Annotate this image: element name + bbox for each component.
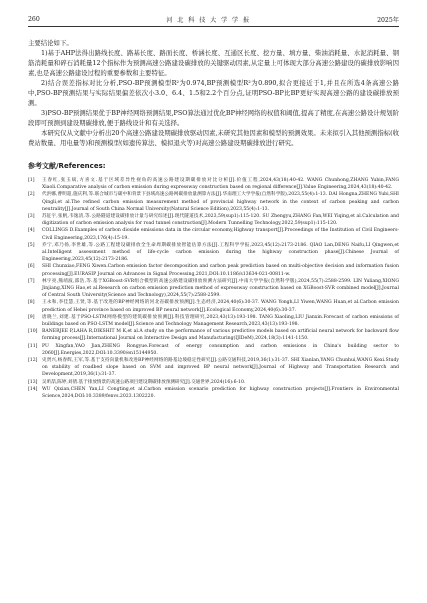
reference-number: [3]: [28, 214, 35, 220]
reference-text: 乔宁,邓乃扬,李世雄,等.公路工程建设碳排放全生命周期碳排放智能估算方法[J].工程科学学报,2023,45(12):2173-2186. QIAO Lan,DENG Naifu,LI Qingwen,et al.Intelligent assessment method of life-cycle carbon emission during the highway construction phase[J].Chinese Journal of Engineering,2023,45(12):2173-2186.: [42, 242, 399, 263]
body-paragraph: 3)PSO-BP预测结果优于BP神经网络预测结果,PSO算法通过优化BP神经网络的权值和阈值,提高了精度,在高速公路设计规划阶段即可预测到建设期碳排放,便于路线设计和有关选择。: [28, 109, 399, 127]
references-heading: 参考文献/References:: [28, 162, 106, 170]
reference-item: [28, 191, 399, 213]
reference-item: [28, 386, 399, 400]
reference-number: [11]: [28, 343, 38, 349]
reference-number: [1]: [28, 178, 35, 183]
reference-text: 吴昕喆,陈婷,刘倩.基于排放情景的高速公路项目建设期碳排放预测研究[J].交通世界,2024(16):6-10.: [42, 379, 246, 385]
reference-text: 王永和,李佳慧,王贤,等.基于改进的BP神经网络的河北省碳排放预测[J].生态经济,2024,40(6):30-37. WANG Yongh,LI Yiwen,WANG Huan,et al.Carbon emission prediction of Hebei province based on improved BP neural network[J].Ecological Economy,2024,40(6):30-37.: [42, 300, 399, 313]
reference-item: [28, 177, 399, 191]
reference-text: 林宇亮,熊靖波,邵浩,等.基于XGBoost-SVR组合模型的高速公路建设碳排放预测方法研究[J].中南大学学报(自然科学版),2024,55(7):2588-2599. LIN Yuliang,XIONG Jinjiang,XING Hao,et al.Research on carbon emission prediction method of expressway construction based on XGBoost-SVR combined model[J].Journal of Central South University(Science and Technology),2024,55(7):2588-2599.: [42, 278, 399, 299]
body-paragraph: 2)结合误差指标对比分析,PSO-BP预测模型R²为0.974,BP预测模型R²为0.890,拟合更接近于1,并且在所选4条高速公路中,PSO-BP预测结果与实际结果偏差依次小3.0、6.4、1.5和2.2个百分点,证明PSO-BP比BP更好实现高速公路的建设碳排放预测。: [28, 79, 399, 107]
reference-text: SHI Chunxiao,FENG Xiwen.Carbon emission factor decomposition and carbon peak prediction based on multi-objective decision and information fusion processing[J].EURASIP Journal on Advances in Signal Processing,2021,DOI:10.1186/s13634-021-00811-w.: [42, 264, 399, 277]
reference-item: [28, 263, 399, 277]
page-number: 260: [28, 15, 40, 23]
body-paragraph: 主要结论如下。: [28, 39, 73, 47]
reference-number: [4]: [28, 228, 35, 234]
reference-number: [9]: [28, 314, 35, 320]
reference-number: [12]: [28, 358, 38, 364]
reference-number: [5]: [28, 242, 35, 248]
reference-number: [14]: [28, 386, 38, 392]
reference-number: [2]: [28, 192, 35, 198]
reference-text: 史贤兴,杨春辉,王军,等.基于支持向量机和改进BP神经网络的路基边坡稳定性研究[J].公路交通科技,2019,36(1):31-37. SHI Xianlan,YANG Chunhui,WANG Kexi.Study on stability of roadbed slope based on SVM and improved BP neural network[J].Journal of Highway and Transportation Research and Development,2019,36(1):31-37.: [42, 358, 399, 378]
conclusion-section: [28, 38, 399, 148]
reference-item: [28, 357, 399, 379]
running-header: [28, 12, 399, 27]
journal-title: 河 北 科 技 大 学 学 报: [166, 16, 251, 24]
reference-item: [28, 343, 399, 357]
reference-item: [28, 379, 399, 386]
reference-number: [13]: [28, 379, 38, 385]
reference-number: [7]: [28, 278, 35, 284]
reference-list: [28, 177, 399, 400]
reference-text: 苏征宇,张帆,韦逸清,等.公路隧道建设碳排放计量与研究综述[J].现代隧道技术,2023,59(sup1):115-120. SU Zhengyu,ZHANG Fan,WEI Yiqing,et al.Calculation and digitization of carbon emission analysis for road tunnel construction[J].Modern Tunnelling Technology,2022,59(sup1):115-120.: [42, 214, 399, 227]
reference-item: [28, 213, 399, 227]
reference-item: [28, 314, 399, 328]
reference-number: [8]: [28, 300, 35, 306]
reference-item: [28, 278, 399, 300]
body-paragraph: 1)基于AHP法得出路线长度、路基长度、路面长度、桥涵长度、互通区长度、挖方量、填方量、柴油消耗量、水泥消耗量、钢筋消耗量和碎石消耗量12个指标作为预测高速公路建设碳排放的关键驱动因素,从定量上可体现大部分高速公路建设的碳排放影响因素,也是高速公路建设过程的重要参数和主要特征。: [28, 49, 399, 77]
reference-number: [10]: [28, 329, 38, 335]
reference-text: 唐晓兰,刘建.基于PSO-LSTM网络模型的建筑碳排放预测[J].科技管理研究,2023,43(13):193-198. TANG Xiaoling,LIU Jianxin.Forecast of carbon emissions of buildings based on PSO-LSTM model[J].Science and Technology Management Research,2023,43(13):193-198.: [42, 314, 399, 328]
reference-item: [28, 299, 399, 313]
body-paragraph: 本研究仅从文献中分析出20个高速公路建设期碳排放驱动因素,未研究其他因素和模型的预测效果。未来拟引入其他预测指标(收费站数量、用电量等)和预测模型(如遗传算法、模拟退火等)对高速公路建设期碳排放进行研究。: [28, 129, 399, 147]
reference-text: WU Qixian,CHEN Yan,LI Congting,et al.Carbon emission scenario prediction for highway construction projects[J].Frontiers in Environmental Science,2024,DOI:10.3389/fenvs.2023.1302220.: [42, 386, 399, 400]
article-body: [28, 38, 399, 400]
reference-item: [28, 227, 399, 241]
reference-text: 王春红,张玉斌,方喜文.基于区域差异性视角的高速公路建设期碳排放对比分析[J].价值工程,2024,43(18):40-42. WANG Chunhong,ZHANG Yubin,FANG Xiaoli.Comparative analysis of carbon emission during expressway construction based on regional difference[J].Value Engineering,2024,43(18):40-42.: [42, 178, 399, 191]
reference-text: PU Xingfan,YAO Jian,ZHENG Rongyue.Forecast of energy consumption and carbon emissions in China's building sector to 2060[J].Energies,2022,DOI:10.3390/en15144950.: [42, 343, 399, 356]
reference-item: [28, 242, 399, 264]
reference-number: [6]: [28, 264, 35, 270]
reference-text: 代洪娜,曹明超,施庆利,等.联合城市与碳中和背景下县域高速公路网碳排放量测算方法[J].华南理工大学学报(自然科学版),2023,55(4):1-13. DAI Hongna,ZHENG Yubi,SHI Qingli,et al.The refined carbon emission measurement method of provincial highway network in the context of carbon peaking and carbon neutrality[J].Journal of South China Normal University(Natural Science Edition),2023,55(4):1-13.: [42, 192, 399, 212]
header-year: 2025年: [377, 16, 399, 24]
reference-text: COLLINGS D.Examples of carbon dioxide emissions data in the circular economy,Highway transport[J].Proceedings of the Institution of Civil Engineers-Civil Engineering,2023,176(4):15-19.: [42, 228, 399, 241]
reference-item: [28, 328, 399, 342]
reference-text: BANERJEE P,LAHA R,DIKSHIT M K,et al.A study on the performance of various predictive models based on artificial neural network for backward flow forming process[J].International Journal on Interactive Design and Manufacturing(IJIDeM),2024,18(3):1141-1150.: [42, 329, 399, 342]
